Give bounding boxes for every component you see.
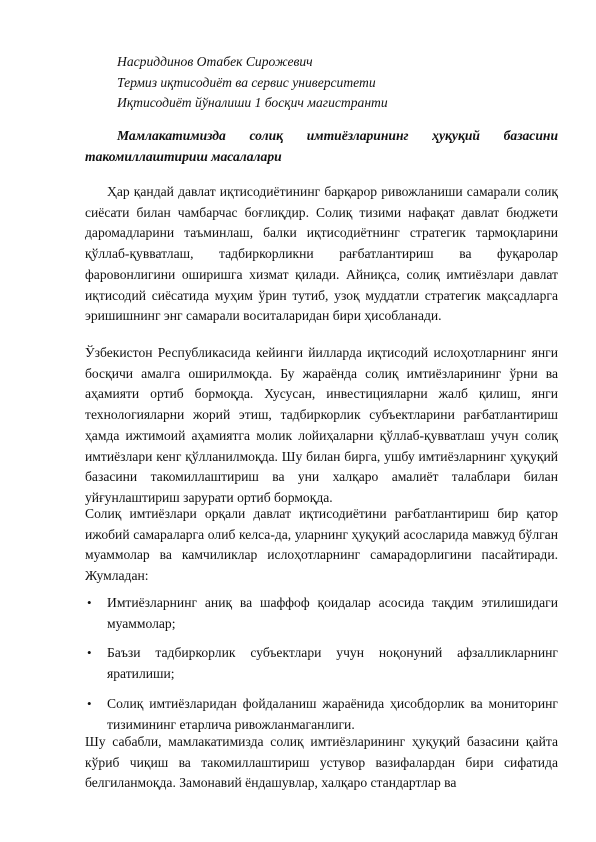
list-item-text: Солиқ имтиёзларидан фойдаланиш жараёнида ҳисобдорлик ва мониторинг тизимининг етарлича ривожланмаганлиги. <box>107 695 558 732</box>
bullet-icon: • <box>87 695 92 711</box>
paragraph-final: Шу сабабли, мамлакатимизда солиқ имтиёзларининг ҳуқуқий базасини қайта кўриб чиқиш ва такомиллаштириш устувор вазифалардан бири сифатида белгиланмоқда. Замонавий ёндашувлар, халқаро стандартлар ва <box>85 734 558 791</box>
paragraph-reforms: Ўзбекистон Республикасида кейинги йилларда иқтисодий ислоҳотларнинг янги босқичи амалга оширилмоқда. Бу жараёнда солиқ имтиёзларининг ўрни ва аҳамияти ортиб бормоқда. Хусусан, инвестицияларни жалб қилиш, янги технологияларни жорий этиш, тадбиркорлик субъектларини рағбатлантириш ҳамда ижтимоий аҳамиятга молик лойиҳаларни қўллаб-қувватлаш учун солиқ имтиёзлари кенг қўлланилмоқда. Шу билан бирга, ушбу имтиёзларнинг ҳуқуқий базасини такомиллаштириш ва уни халқаро амалиёт талаблари билан уйғунлаштириш зарурати ортиб бормоқда. <box>85 345 558 505</box>
problems-list <box>85 593 558 744</box>
author-institution: Термиз иқтисодиёт ва сервис университети <box>117 74 376 90</box>
author-position: Иқтисодиёт йўналиши 1 босқич магистранти <box>117 95 388 110</box>
bullet-icon: • <box>87 645 92 661</box>
list-item <box>85 643 558 684</box>
list-item-text: Имтиёзларнинг аниқ ва шаффоф қоидалар асосида тақдим этилишидаги муаммолар; <box>107 595 558 631</box>
list-item <box>85 593 558 634</box>
article-title: Мамлакатимизда солиқ имтиёзларининг ҳуқуқий базасини такомиллаштириш масалалари <box>85 128 558 164</box>
list-item <box>85 694 558 735</box>
author-block <box>117 52 557 114</box>
bullet-icon: • <box>87 595 92 610</box>
list-item-text: Баъзи тадбиркорлик субъектлари учун ноқонуний афзалликларнинг яратилиши; <box>107 645 558 682</box>
paragraph-intro: Ҳар қандай давлат иқтисодиётининг барқарор ривожланиши самарали солиқ сиёсати билан чамбарчас боғлиқдир. Солиқ тизими нафақат давлат бюджети даромадларини таъминлаш, балки иқтисодиётнинг стратегик тармоқларини қўллаб-қувватлаш, тадбиркорликни рағбатлантириш ва фуқаролар фаровонлигини оширишга хизмат қилади. Айниқса, солиқ имтиёзлари давлат иқтисодий сиёсатида муҳим ўрин тутиб, узоқ муддатли стратегик мақсадларга эришишнинг энг самарали воситаларидан бири ҳисобланади. <box>85 184 558 324</box>
author-name: Насриддинов Отабек Сирожевич <box>117 54 313 69</box>
paragraph-problems: Солиқ имтиёзлари орқали давлат иқтисодиётини рағбатлантириш бир қатор ижобий самараларга олиб келса-да, уларнинг ҳуқуқий асосларида мавжуд бўлган муаммолар ва камчиликлар ислоҳотларнинг самарадорлигини пасайтиради. Жумладан: <box>85 506 558 584</box>
